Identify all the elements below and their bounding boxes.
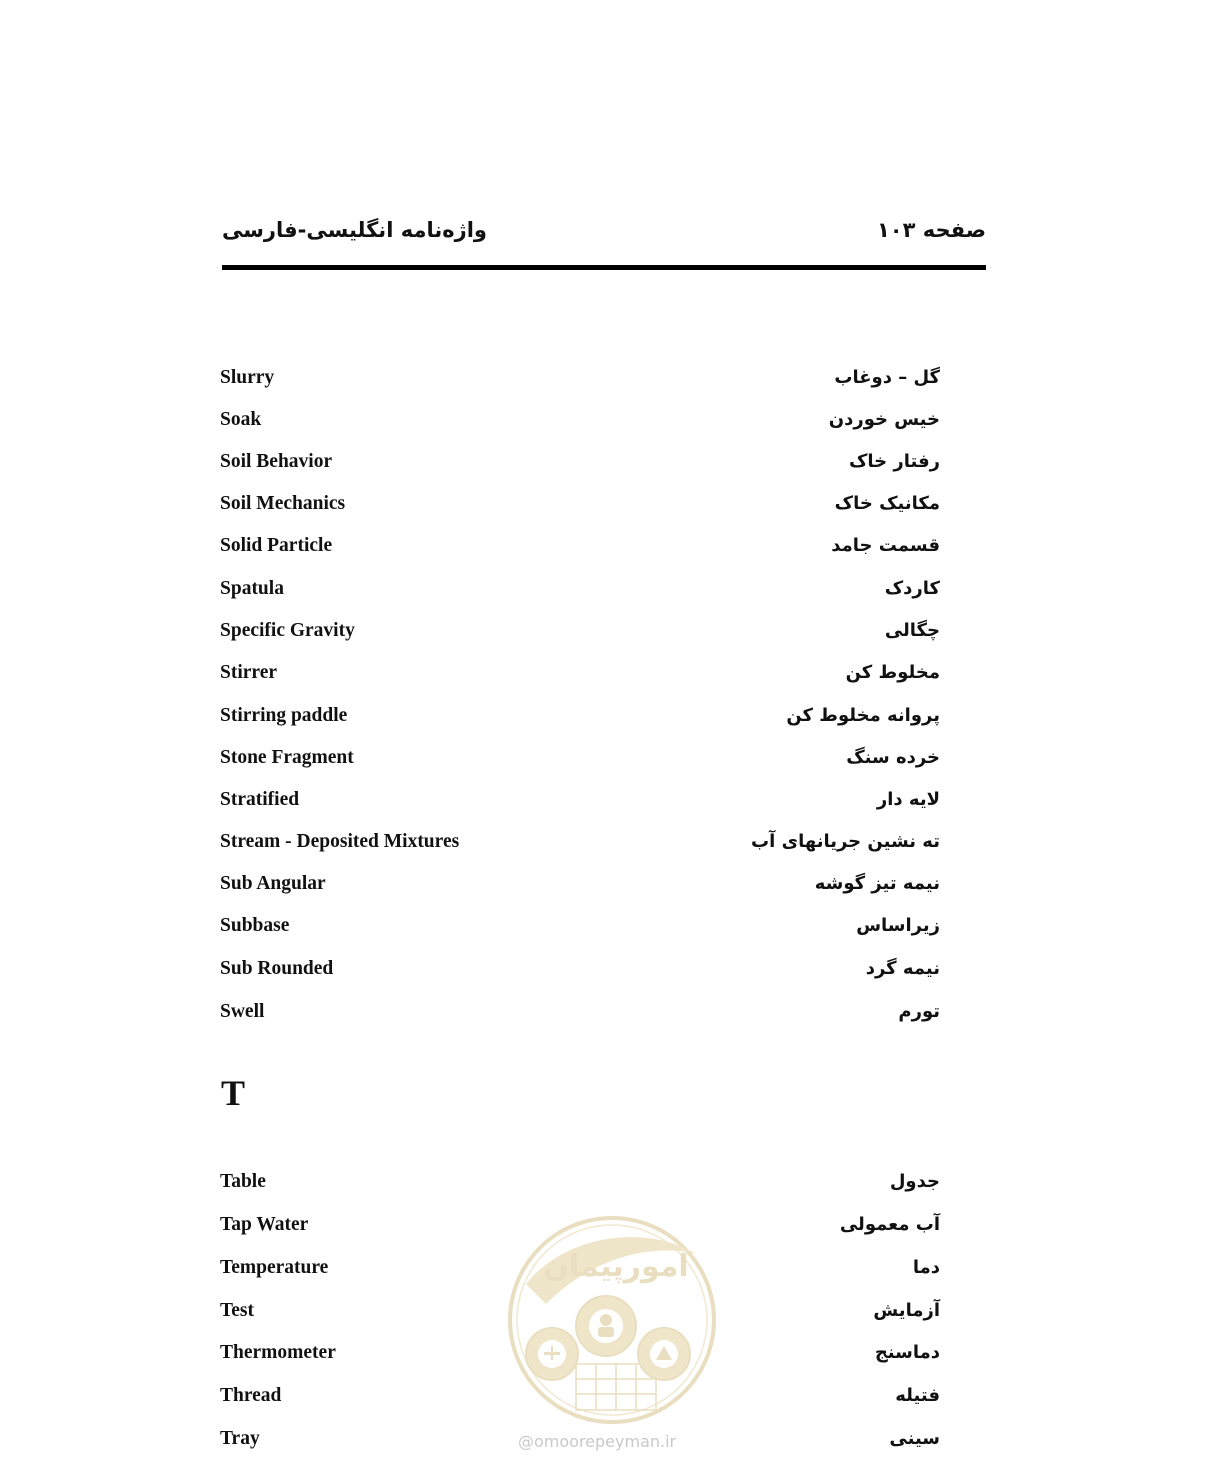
watermark-site-text: omoorepeyman.ir [534, 1432, 677, 1451]
english-term: Tap Water [220, 1214, 309, 1235]
english-term: Temperature [220, 1257, 329, 1278]
persian-term: تورم [898, 1001, 940, 1022]
english-term: Stream - Deposited Mixtures [220, 831, 460, 852]
english-term: Swell [220, 1001, 265, 1022]
persian-term: نیمه تیز گوشه [814, 873, 940, 894]
english-term: Table [220, 1171, 266, 1192]
glossary-entry [220, 447, 940, 477]
glossary-entry [220, 363, 940, 393]
glossary-entry [220, 869, 940, 899]
english-term: Soil Mechanics [220, 493, 346, 514]
english-term: Stirrer [220, 662, 278, 683]
page-header [222, 218, 986, 254]
watermark-logo-text: امورپیمان [543, 1249, 689, 1284]
watermark-logo [506, 1214, 718, 1426]
glossary-entry [220, 489, 940, 519]
english-term: Sub Rounded [220, 958, 334, 979]
english-term: Thread [220, 1385, 282, 1406]
persian-term: نیمه گرد [865, 958, 940, 979]
persian-term: خرده سنگ [846, 747, 940, 768]
glossary-entry [220, 954, 940, 984]
page-number: صفحه ۱۰۳ [876, 218, 986, 242]
english-term: Thermometer [220, 1342, 336, 1363]
english-term: Stratified [220, 789, 300, 810]
persian-term: جدول [889, 1171, 940, 1192]
glossary-entry [220, 997, 940, 1027]
persian-term: رفتار خاک [848, 451, 940, 472]
section-heading-t: T [221, 1073, 246, 1113]
english-term: Tray [220, 1428, 260, 1449]
persian-term: پروانه مخلوط کن [786, 705, 940, 726]
persian-term: قسمت جامد [831, 535, 940, 556]
persian-term: چگالی [884, 620, 940, 641]
persian-term: آزمایش [873, 1300, 940, 1321]
glossary-entry [220, 616, 940, 646]
at-icon: @ [518, 1432, 534, 1451]
persian-term: خیس خوردن [828, 409, 940, 430]
glossary-entry [220, 743, 940, 773]
persian-term: گل – دوغاب [834, 367, 940, 388]
english-term: Subbase [220, 915, 290, 936]
persian-term: مخلوط کن [845, 662, 940, 683]
persian-term: دماسنج [874, 1342, 940, 1363]
english-term: Soak [220, 409, 262, 430]
glossary-title: واژه‌نامه انگلیسی-فارسی [222, 218, 487, 242]
glossary-entry [220, 574, 940, 604]
glossary-entry [220, 531, 940, 561]
persian-term: زیراساس [856, 915, 940, 936]
glossary-entry [220, 658, 940, 688]
english-term: Solid Particle [220, 535, 333, 556]
english-term: Spatula [220, 578, 284, 599]
english-term: Stirring paddle [220, 705, 348, 726]
english-term: Sub Angular [220, 873, 326, 894]
persian-term: دما [912, 1257, 940, 1278]
english-term: Soil Behavior [220, 451, 333, 472]
glossary-entry [220, 405, 940, 435]
glossary-entry [220, 785, 940, 815]
glossary-entry [220, 911, 940, 941]
persian-term: فتیله [895, 1385, 940, 1406]
persian-term: مکانیک خاک [834, 493, 940, 514]
glossary-entry [220, 1167, 940, 1197]
persian-term: کاردک [884, 578, 940, 599]
persian-term: سینی [889, 1428, 940, 1449]
header-divider [222, 265, 986, 270]
english-term: Slurry [220, 367, 275, 388]
english-term: Test [220, 1300, 254, 1321]
glossary-entry [220, 827, 940, 857]
english-term: Specific Gravity [220, 620, 355, 641]
english-term: Stone Fragment [220, 747, 354, 768]
watermark-site [518, 1432, 676, 1451]
persian-term: ته نشین جریانهای آب [751, 831, 940, 852]
glossary-entry [220, 701, 940, 731]
persian-term: لایه دار [876, 789, 940, 810]
persian-term: آب معمولی [839, 1214, 940, 1235]
